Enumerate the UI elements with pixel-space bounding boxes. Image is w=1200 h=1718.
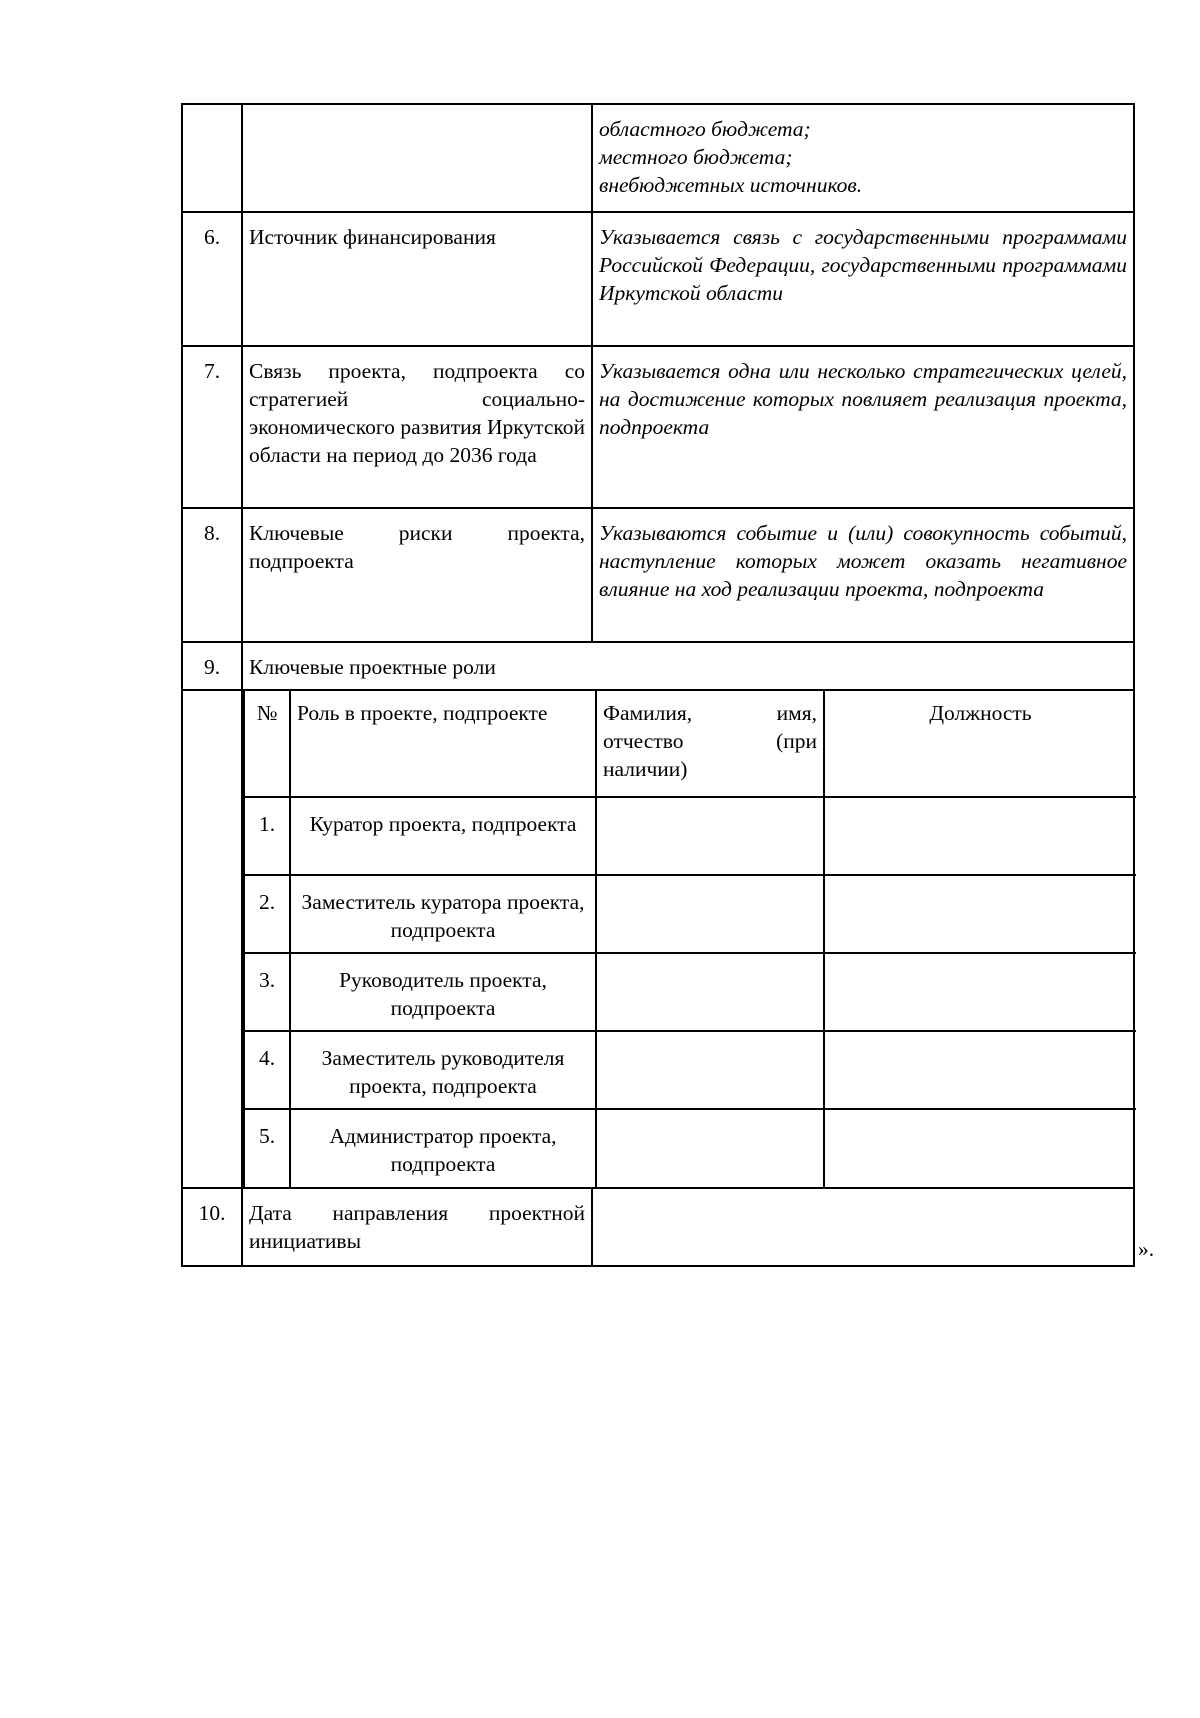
table-row bbox=[244, 953, 1136, 1031]
table-row bbox=[244, 1109, 1136, 1187]
submission-date-cell[interactable] bbox=[592, 1188, 1134, 1266]
table-row bbox=[244, 797, 1136, 875]
row-description: Указывается одна или несколько стратегических целей, на достижение которых повлияет реализация проекта, подпроекта bbox=[592, 346, 1134, 508]
table-row bbox=[244, 1031, 1136, 1109]
table-row-8 bbox=[182, 508, 1134, 642]
row-label: Ключевые риски проекта, подпроекта bbox=[242, 508, 592, 642]
header-full-name: Фамилия, имя, отчество (при наличии) bbox=[596, 691, 824, 797]
closing-quote-mark: ». bbox=[1138, 1237, 1155, 1261]
row-number: 6. bbox=[182, 212, 242, 346]
row-number: 10. bbox=[182, 1188, 242, 1266]
row-label bbox=[242, 104, 592, 212]
project-roles-table bbox=[243, 691, 1136, 1187]
table-row bbox=[244, 875, 1136, 953]
role-position-cell[interactable] bbox=[824, 953, 1136, 1031]
header-role: Роль в проекте, подпроекте bbox=[290, 691, 596, 797]
role-full-name-cell[interactable] bbox=[596, 953, 824, 1031]
header-position: Должность bbox=[824, 691, 1136, 797]
role-name: Куратор проекта, подпроекта bbox=[290, 797, 596, 875]
role-position-cell[interactable] bbox=[824, 1109, 1136, 1187]
role-number: 4. bbox=[244, 1031, 290, 1109]
role-name: Руководитель проекта, подпроекта bbox=[290, 953, 596, 1031]
row-label: Связь проекта, подпроекта со стратегией социально-экономического развития Иркутской области на период до 2036 года bbox=[242, 346, 592, 508]
row-description: Указываются событие и (или) совокупность событий, наступление которых может оказать негативное влияние на ход реализации проекта, подпроекта bbox=[592, 508, 1134, 642]
row-label: Источник финансирования bbox=[242, 212, 592, 346]
funding-line-local: местного бюджета; bbox=[599, 145, 793, 169]
role-full-name-cell[interactable] bbox=[596, 875, 824, 953]
role-name: Администратор проекта, подпроекта bbox=[290, 1109, 596, 1187]
header-number: № bbox=[244, 691, 290, 797]
role-number: 2. bbox=[244, 875, 290, 953]
role-number: 3. bbox=[244, 953, 290, 1031]
table-row-6 bbox=[182, 212, 1134, 346]
role-name: Заместитель куратора проекта, подпроекта bbox=[290, 875, 596, 953]
role-number: 5. bbox=[244, 1109, 290, 1187]
row-label: Ключевые проектные роли bbox=[242, 642, 1134, 690]
role-full-name-cell[interactable] bbox=[596, 797, 824, 875]
role-full-name-cell[interactable] bbox=[596, 1031, 824, 1109]
row-number bbox=[182, 104, 242, 212]
role-position-cell[interactable] bbox=[824, 1031, 1136, 1109]
roles-table-host bbox=[242, 690, 1134, 1188]
row-label: Дата направления проектной инициативы bbox=[242, 1188, 592, 1266]
table-row-9 bbox=[182, 642, 1134, 690]
roles-indent-cell bbox=[182, 690, 242, 1188]
role-position-cell[interactable] bbox=[824, 875, 1136, 953]
role-name: Заместитель руководителя проекта, подпроекта bbox=[290, 1031, 596, 1109]
row-number: 8. bbox=[182, 508, 242, 642]
project-passport-table bbox=[181, 103, 1135, 1267]
row-number: 7. bbox=[182, 346, 242, 508]
role-position-cell[interactable] bbox=[824, 797, 1136, 875]
row-description: Указывается связь с государственными программами Российской Федерации, государственными программами Иркутской области bbox=[592, 212, 1134, 346]
funding-line-regional: областного бюджета; bbox=[599, 117, 811, 141]
funding-line-extrabudgetary: внебюджетных источников. bbox=[599, 173, 863, 197]
roles-header-row bbox=[244, 691, 1136, 797]
role-full-name-cell[interactable] bbox=[596, 1109, 824, 1187]
table-row-7 bbox=[182, 346, 1134, 508]
table-row-continuation bbox=[182, 104, 1134, 212]
table-row-10 bbox=[182, 1188, 1134, 1266]
role-number: 1. bbox=[244, 797, 290, 875]
row-number: 9. bbox=[182, 642, 242, 690]
funding-sources-list bbox=[592, 104, 1134, 212]
table-row-roles bbox=[182, 690, 1134, 1188]
